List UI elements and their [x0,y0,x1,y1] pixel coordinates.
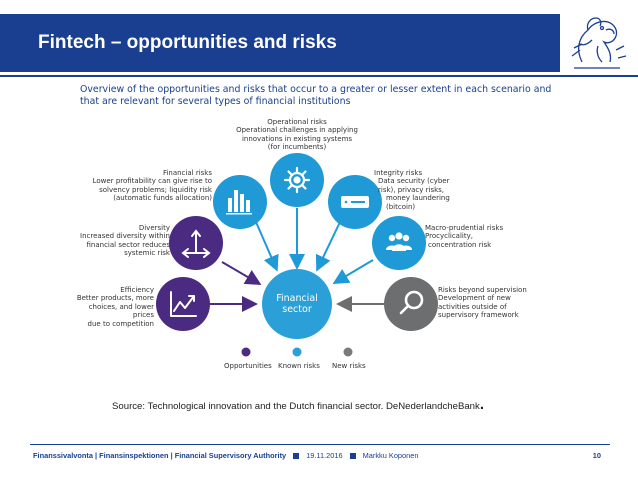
arrow-financial [256,222,276,268]
node-operational [270,153,324,207]
label-macro-prudential-risks: Macro-prudential risks Procyclicality, concentration risk [425,224,504,249]
arrow-diversity [222,262,258,283]
label-efficiency: Efficiency Better products, more choices, and lower prices due to competition [76,286,154,328]
label-financial-risks: Financial risks Lower profitability can give rise to solvency problems; liquidity risk (automatic funds allocation) [92,169,212,203]
footer-square-icon [293,453,299,459]
footer-author: Markku Koponen [362,451,419,460]
diagram-intro-text: Overview of the opportunities and risks that occur to a greater or lesser extent in each scenario and that are relevant for several types of financial institutions [80,84,552,107]
legend-dot-new-risks [344,348,353,357]
footer-divider [30,444,610,445]
footer-date: 19.11.2016 [306,451,343,460]
arrow-macro [336,260,373,282]
label-risks-beyond-supervision: Risks beyond supervision Development of new activities outside of supervisory framework [438,286,527,320]
slide-footer [33,451,609,465]
node-efficiency [156,277,210,331]
financial-sector-label: Financial sector [276,293,318,315]
gear-icon [285,168,309,192]
source-citation: Source: Technological innovation and the Dutch financial sector. DeNederlandcheBank. [112,396,484,413]
footer-square-icon [350,453,356,459]
node-financial [213,175,267,229]
label-integrity-risks: Integrity risks Data security (cyber risk), privacy risks, money laundering (bitcoin) [374,169,450,211]
footer-organization: Finanssivalvonta | Finansinspektionen | Financial Supervisory Authority [33,451,287,460]
node-beyond [384,277,438,331]
node-diversity [169,216,223,270]
page-number: 10 [592,451,601,460]
legend-known-risks: Known risks [278,362,320,370]
arrow-integrity [318,222,340,268]
legend-opportunities: Opportunities [224,362,272,370]
label-diversity: Diversity Increased diversity within financial sector reduces systemic risk [80,224,170,258]
server-icon [341,196,369,208]
legend-dot-opportunities [242,348,251,357]
node-macro [372,216,426,270]
legend-new-risks: New risks [332,362,366,370]
label-operational-risks: Operational risks Operational challenges in applying innovations in existing systems (for incumbents) [236,118,358,152]
slide-title: Fintech – opportunities and risks [38,32,337,53]
legend-dot-known-risks [293,348,302,357]
